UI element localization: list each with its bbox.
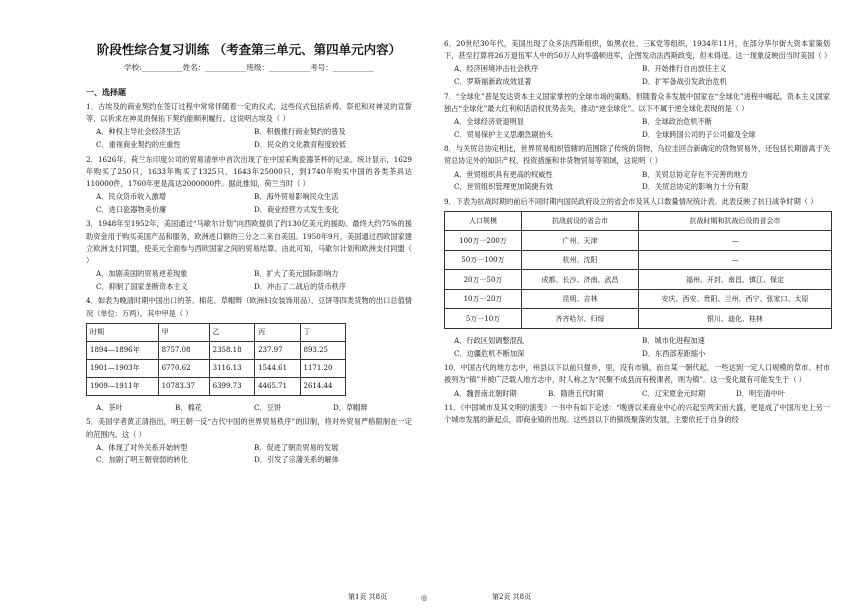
option-b: B．全球政治危机不断 [642,117,712,126]
table-cell: 6770.62 [158,359,209,377]
table-cell: 广州、天津 [522,231,639,251]
question-stem: 5．美国学者黄正清指出，明王朝一反“古代中国的世界贸易秩序”的旧制，将对外贸易严格限制在一定的范围内。这（ ） [86,417,412,439]
question-7 [444,91,830,142]
table-header-row [445,211,832,231]
table-row [445,231,832,251]
option-c: C．世贸组织管理更加简捷有效 [454,182,553,192]
table-cell: 齐齐哈尔、归绥 [522,309,639,329]
question-stem: 4．如表为晚清时期中国出口的茶、棉花、草帽辫（欧洲妇女装饰用品）、豆饼等四类货物的出口总值情况（单位：万两）。其中甲是（ ） [86,296,412,318]
option-d: D．关贸总协定的影响力十分有限 [642,182,749,192]
option-b: B．棉花 [175,402,202,412]
table-row [445,309,832,329]
option-b: B．关贸总协定存在不完善的地方 [642,169,748,179]
table-header: 甲 [158,323,209,341]
table-cell: 杭州、沈阳 [522,250,639,270]
question-9 [444,196,830,360]
option-b: B．促进了朝贡贸易的发展 [254,442,339,452]
table-cell: 3116.13 [209,359,254,377]
question-stem: 9．下表为抗战时期的前后不同时期内国民政府设立的省会市及其人口数量情况统计表。此表反映了抗日战争时期（ ） [444,196,818,206]
options [96,126,412,151]
table-cell: 5万一10万 [445,309,522,329]
table-cell: 10万一20万 [445,289,522,309]
option-a: A．世贸组织具有更高的权威性 [454,169,553,179]
options [96,268,412,293]
table-header: 人口规模 [445,211,522,231]
option-a: A．加剧美国的贸易逆差现象 [96,269,188,279]
option-b: B．积极推行商业契约的普及 [254,127,346,137]
options [454,335,830,360]
option-d: D．民众的文化教育程度较低 [254,140,347,149]
options [96,402,412,415]
table-cell: 893.25 [300,341,345,359]
table-header: 乙 [209,323,254,341]
table-cell: 20万一50万 [445,270,522,290]
question-4 [86,295,412,414]
question-stem: 11．《中国城市及其文明的演变》一书中有如下论述：“晚唐以来商业中心的兴起至两宋而大盛，更是成了中国历史上另一个城市发展的新起点，即商业镇的出现。这些县以下的镇级聚落的发展，主要依托于自身的经 [444,403,830,425]
question-8 [444,143,830,194]
option-c: C．重视商业契约的庄重性 [96,140,181,149]
section-heading: 一、选择题 [86,87,126,97]
table-cell: 10783.37 [158,377,209,395]
question-stem: 6．20世纪30年代，美国出现了众多法西斯组织，如黑衣社、三K党等组织，1934年11月，在部分华尔街大资本家策划下，甚至打算将26万退伍军人中的50万人向华盛顿进军，企图发动法西斯政变，但未得逞。这一现象反映出当时美国（ ） [444,39,832,61]
option-c: C．豆饼 [254,402,282,412]
table-cell: 6399.73 [209,377,254,395]
export-value-table [86,323,346,396]
table-row [87,377,346,395]
option-d: D．东西部差距缩小 [642,348,706,358]
table-row [445,270,832,290]
option-a: A．茶叶 [96,402,123,412]
table-row [445,289,832,309]
table-cell: — [639,250,832,270]
option-d: D．冲击了二战后的货币秩序 [254,281,347,291]
question-11 [444,402,830,426]
option-b: B．海外贸易影响民众生活 [254,192,339,202]
option-a: A．全球经济衰退明显 [454,117,524,126]
student-info-line: 学校:___________姓名：___________班级：___________考号：___________ [123,63,375,72]
option-c: C．辽宋夏金元时期 [642,388,706,398]
option-a: A．种权主导社会经济生活 [96,127,181,137]
table-cell: 银川、迪化、桂林 [639,309,832,329]
option-d: D．草帽辫 [333,402,368,412]
city-population-table [444,211,832,329]
option-c: C．边疆危机不断加深 [454,348,525,358]
question-stem: 1．古埃及的商业契约在签订过程中常常伴随着一定的仪式，这些仪式包括祈祷、祭祀和对神灵的宣誓等，以祈求在神灵的保佑下契约能顺利履行。这说明古埃及（ ） [86,102,412,124]
option-b: B．城市化进程加速 [642,335,705,345]
table-cell: 1909—1911年 [87,377,159,395]
option-b: B．隋唐五代时期 [548,388,604,398]
table-cell: — [639,231,832,251]
question-6 [444,38,830,89]
table-header: 抗战时期和抗战后设的省会市 [639,211,832,231]
question-2 [86,154,412,217]
table-cell: 福州、开封、南昌、镇江、保定 [639,270,832,290]
option-d: D．引发了宗藩关系的解体 [254,455,339,465]
table-cell: 1544.61 [255,359,300,377]
option-b: B．扩大了美元国际影响力 [254,269,339,279]
table-cell: 4465.71 [255,377,300,395]
table-cell: 2358.18 [209,341,254,359]
options [454,169,830,194]
page-title: 阶段性综合复习训练 （考查第三单元、第四单元内容） [96,42,402,57]
option-c: C．加剧了明王朝衰弱的转化 [96,455,188,465]
options [454,63,830,88]
option-d: D．全球跨国公司的子公司撤及全球 [642,129,756,139]
table-cell: 237.97 [255,341,300,359]
option-c: C．贸易保护主义思潮急剧抬头 [454,129,553,139]
table-cell: 100万一200万 [445,231,522,251]
options [96,191,412,216]
question-stem: 2．1626年，荷兰东印度公司的贸易清单中首次出现了在中国采购瓷器茶杯的记录。统计显示，1629年购买了250只，1633年购买了1325只，1643年25000只，到1740年购买中国的各类茶具达110000件，1760年更是高达2000000件。据此推知，荷兰当时（ ） [86,154,412,188]
table-header-row [87,323,346,341]
option-c: C．抑制了国家垄断资本主义 [96,281,188,291]
question-stem: 3．1948年至1952年，美国通过“马歇尔计划”向西欧提供了约130亿美元的援助。最终大约75%的援助资金用于购买美国产品和服务，欧洲进口额的三分之二来自美国。1950年9月，美国通过西欧国家建立欧洲支付同盟，使美元全面参与西欧国家之间的贸易结算。由此可知，马歇尔计划和欧洲支付同盟（ ） [86,219,412,265]
table-row [445,250,832,270]
option-a: A．经济困境冲击社会秩序 [454,64,539,74]
table-cell: 50万一100万 [445,250,522,270]
table-cell: 1901—1903年 [87,359,159,377]
table-cell: 1171.20 [300,359,345,377]
table-header: 丁 [300,323,345,341]
question-10 [444,362,830,400]
table-cell: 安庆、西安、贵阳、兰州、西宁、张家口、太原 [639,289,832,309]
options [454,388,830,401]
table-header: 抗战前设的省会市 [522,211,639,231]
question-stem: 7．“全球化”普是发达资本主义国家掌控的全球市场的策略。但随着众多发展中国家在“全球化”进程中崛起，资本主义国家独占“全球化”最大红利和话语权优势丧失，推动“逆全球化”。以下不属于逆全球化表现的是（ ） [444,91,830,113]
options [96,442,412,467]
table-header: 时期 [87,323,159,341]
table-cell: 1894—1896年 [87,341,159,359]
option-a: A．行政区划调整混乱 [454,335,524,345]
page-number-right: 第2页 共8页 [492,593,532,601]
option-a: A．民众货币收入激增 [96,192,166,202]
question-1 [86,101,412,152]
question-stem: 8．与关贸总协定相比，世界贸易组织管辖的范围除了传统的货物，乌拉圭回合新确定的货物贸易外，还包括长期游离于关贸总协定外的知识产权、投资措施和非货物贸易等领域，这说明（ ） [444,144,830,166]
question-stem: 10．中国古代的地方志中，州县以下以前只提乡，里，没有市镇，而自某一朝代起，一些达到一定人口规模的草市、村市被列为“镇”并被广泛载入地方志中，时人称之为“民聚不成县而有税课者，则为镇”。这一变化最有可能发生于（ ） [444,363,830,385]
table-cell: 8757.08 [158,341,209,359]
table-header: 丙 [255,323,300,341]
question-3 [86,218,412,293]
table-row [87,341,346,359]
option-c: C．进口瓷器物美价廉 [96,204,167,214]
binding-mark-icon: ◎ [421,594,428,602]
table-cell: 2614.44 [300,377,345,395]
option-d: D．商业经营方式发生变化 [254,204,339,214]
right-page [430,0,860,608]
option-c: C．罗斯福新政成效显著 [454,77,532,86]
option-d: D．明至清中叶 [736,388,785,398]
question-5 [86,416,412,467]
table-cell: 成都、长沙、济南、武昌 [522,270,639,290]
option-a: A．魏晋南北朝时期 [454,388,517,398]
page-number-left: 第1页 共8页 [348,593,388,601]
option-b: B．开始推行自由放任主义 [642,64,727,74]
options [454,116,830,141]
table-row [87,359,346,377]
table-cell: 昆明、吉林 [522,289,639,309]
option-d: D．扩军备战引发政治危机 [642,77,727,86]
option-a: A．体现了对外关系开始转型 [96,442,188,452]
